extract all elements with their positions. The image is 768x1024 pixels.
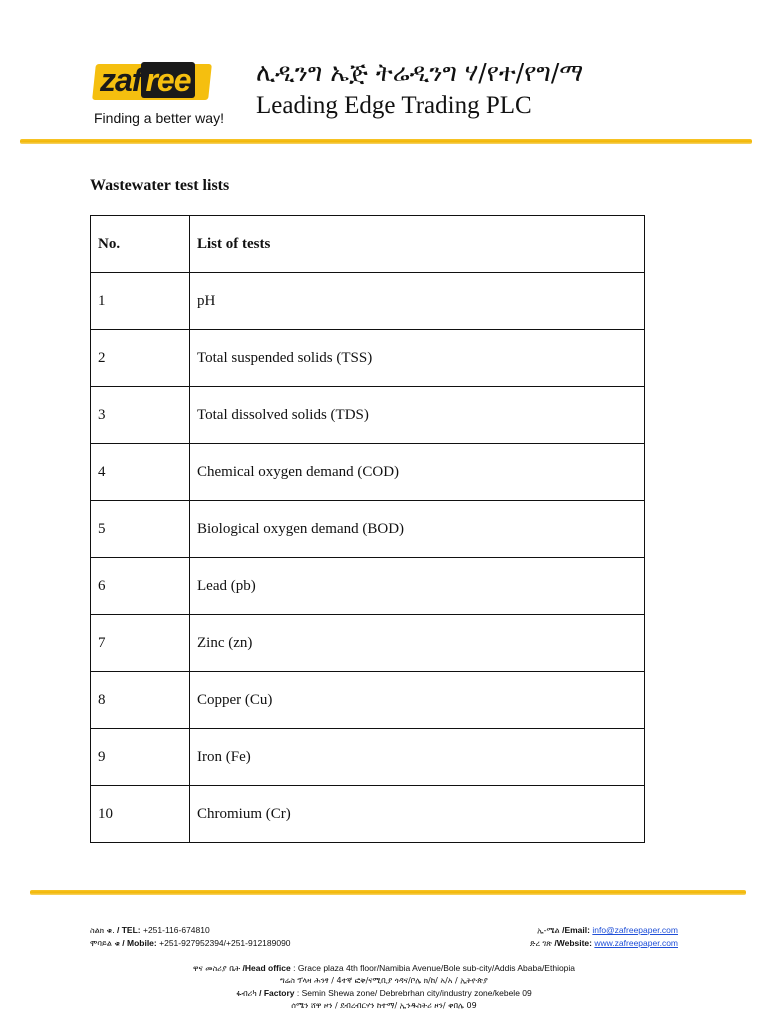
row-number: 8 — [91, 672, 190, 729]
row-number: 10 — [91, 786, 190, 843]
zafree-logo: zaf ree — [100, 60, 195, 100]
row-number: 3 — [91, 387, 190, 444]
test-name: Biological oxygen demand (BOD) — [190, 501, 645, 558]
tel-line: ስልክ ቁ. / TEL: +251-116-674810 — [90, 925, 210, 935]
test-name: pH — [190, 273, 645, 330]
email-link[interactable]: info@zafreepaper.com — [592, 925, 678, 935]
factory-amharic-line: ሰሜን ሸዋ ዞን / ደብረብርሃን ከተማ/ ኢንዱስትሪ ዞን/ ቀበሌ 09 — [291, 1001, 477, 1010]
table-row — [91, 273, 645, 330]
row-number: 5 — [91, 501, 190, 558]
row-number: 1 — [91, 273, 190, 330]
test-name: Chemical oxygen demand (COD) — [190, 444, 645, 501]
document-title: Wastewater test lists — [90, 177, 230, 194]
mobile-line: ሞባይል ቁ / Mobile: +251-927952394/+251-912189090 — [90, 938, 291, 948]
row-number: 4 — [91, 444, 190, 501]
column-header-number: No. — [91, 216, 190, 273]
company-name-english: Leading Edge Trading PLC — [256, 92, 532, 119]
table-row — [91, 672, 645, 729]
test-name: Chromium (Cr) — [190, 786, 645, 843]
row-number: 6 — [91, 558, 190, 615]
test-name: Iron (Fe) — [190, 729, 645, 786]
test-name: Zinc (zn) — [190, 615, 645, 672]
row-number: 2 — [91, 330, 190, 387]
website-link[interactable]: www.zafreepaper.com — [594, 938, 678, 948]
table-row — [91, 786, 645, 843]
website-line: ድረ ገጽ /Website: www.zafreepaper.com — [529, 938, 678, 948]
test-name: Total suspended solids (TSS) — [190, 330, 645, 387]
footer-addresses — [0, 962, 768, 1012]
table-row — [91, 729, 645, 786]
table-row — [91, 444, 645, 501]
row-number: 9 — [91, 729, 190, 786]
company-name-amharic: ሊዲንግ ኤጅ ትሬዲንግ ሃ/የተ/የግ/ማ — [256, 58, 584, 87]
table-row — [91, 330, 645, 387]
table-row — [91, 615, 645, 672]
tel-value: +251-116-674810 — [142, 925, 210, 935]
head-office-amharic-line: ግሬስ ፕላዛ ሕንፃ / 4ተኛ ፎቅ/ናሚቢያ ጎዳና/ቦሌ ክ/ከ/ አ/አ / ኢትዮጵያ — [280, 976, 488, 985]
email-line: ኢ-ሜል /Email: info@zafreepaper.com — [537, 925, 678, 935]
table-row — [91, 558, 645, 615]
header-divider — [20, 139, 752, 144]
tagline: Finding a better way! — [94, 110, 224, 126]
test-name: Copper (Cu) — [190, 672, 645, 729]
test-name: Lead (pb) — [190, 558, 645, 615]
test-name: Total dissolved solids (TDS) — [190, 387, 645, 444]
footer-contact-online — [530, 924, 678, 950]
head-office-line: ዋና መስሪያ ቤት /Head office : Grace plaza 4th floor/Namibia Avenue/Bole sub-city/Addis Ababa/Ethiopia — [192, 963, 576, 973]
tests-table — [90, 215, 645, 843]
footer-contact-phones — [90, 924, 291, 950]
factory-line: ፋብሪካ / Factory : Semin Shewa zone/ Debrebrhan city/industry zone/kebele 09 — [236, 988, 532, 998]
mobile-value: +251-927952394/+251-912189090 — [159, 938, 291, 948]
table-header-row — [91, 216, 645, 273]
table-row — [91, 501, 645, 558]
table-row — [91, 387, 645, 444]
column-header-test: List of tests — [190, 216, 645, 273]
footer-divider — [30, 890, 746, 895]
row-number: 7 — [91, 615, 190, 672]
